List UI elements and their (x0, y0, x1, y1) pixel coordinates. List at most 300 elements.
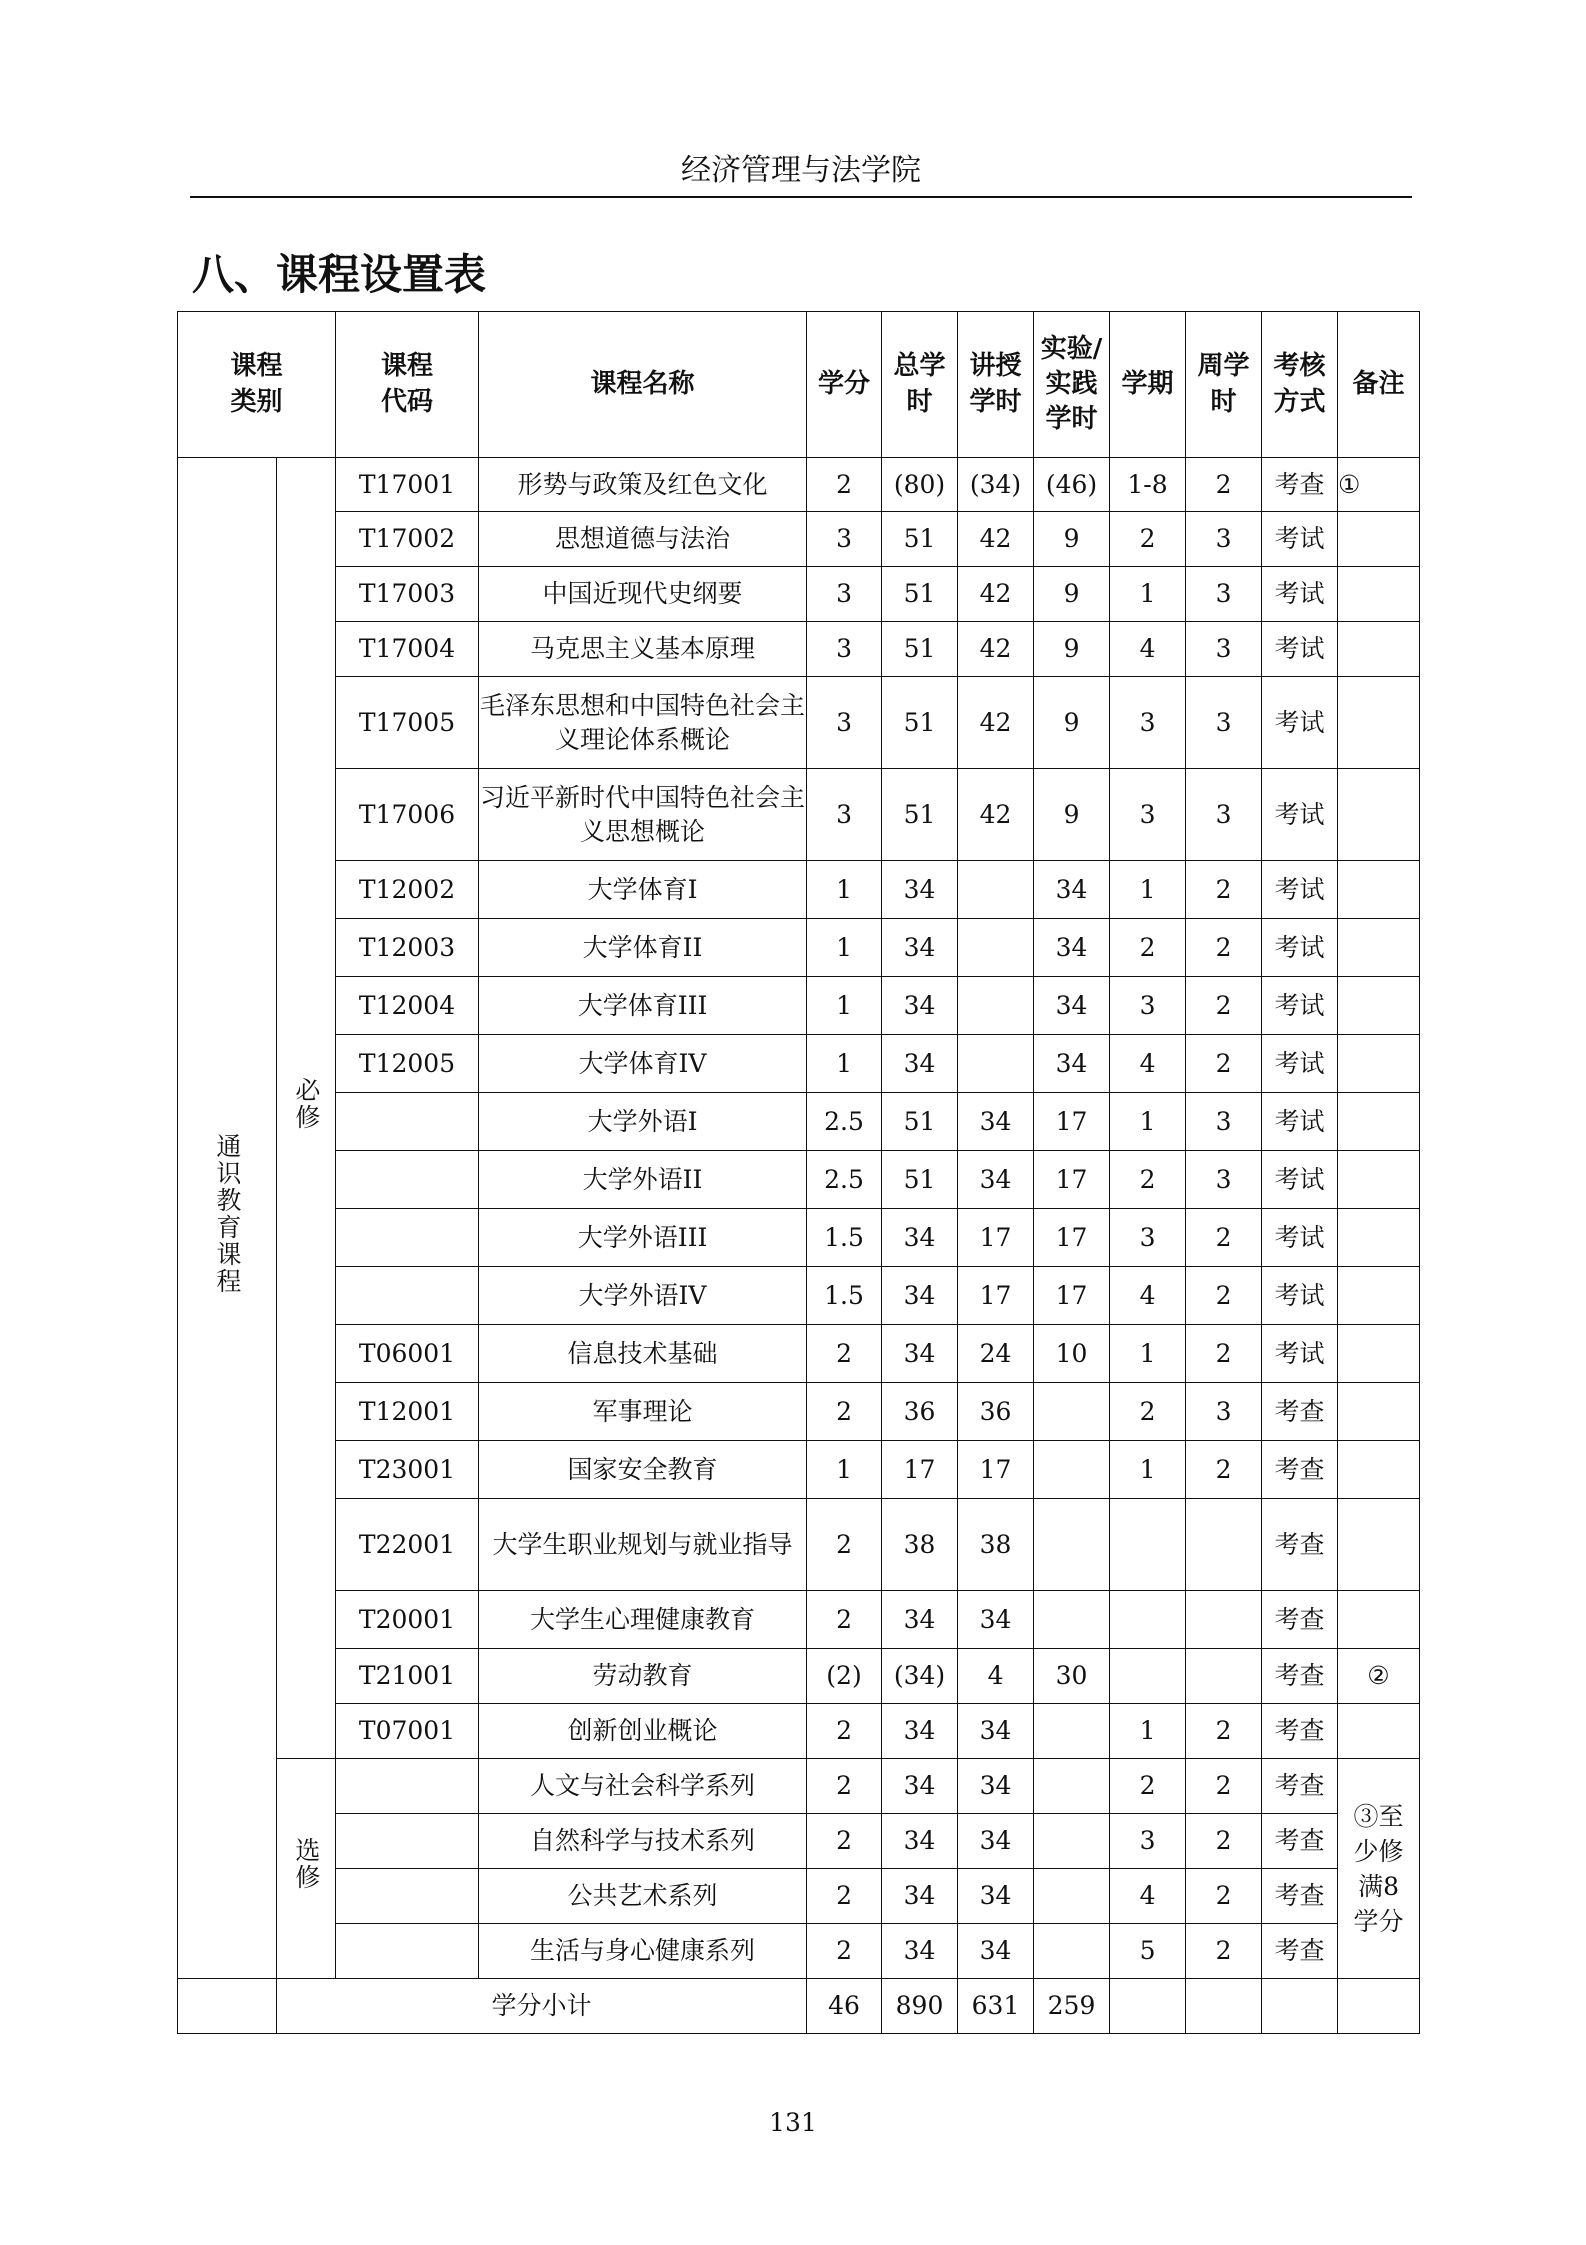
course-name: 大学生职业规划与就业指导 (479, 1499, 807, 1591)
lecture-hours: 34 (958, 1704, 1034, 1759)
course-code (336, 1924, 479, 1979)
page-header: 经济管理与法学院 (190, 146, 1412, 198)
credit: 3 (807, 512, 882, 567)
total-hours: 34 (882, 1035, 958, 1093)
semester: 1 (1110, 1441, 1186, 1499)
remark (1338, 512, 1420, 567)
remark (1338, 1035, 1420, 1093)
total-hours: 34 (882, 861, 958, 919)
total-hours: 34 (882, 1814, 958, 1869)
course-name: 大学外语II (479, 1151, 807, 1209)
lecture-hours: 34 (958, 1093, 1034, 1151)
semester: 4 (1110, 622, 1186, 677)
assessment: 考查 (1262, 1383, 1338, 1441)
col-header-remarks: 备注 (1338, 312, 1420, 458)
course-name: 自然科学与技术系列 (479, 1814, 807, 1869)
lecture-hours: 42 (958, 567, 1034, 622)
semester: 2 (1110, 1151, 1186, 1209)
subtotal-credit: 46 (807, 1979, 882, 2034)
lecture-hours: 4 (958, 1649, 1034, 1704)
practice-hours: 9 (1034, 677, 1110, 769)
credit: 1 (807, 1441, 882, 1499)
col-header-credit: 学分 (807, 312, 882, 458)
table-row (178, 1924, 1420, 1979)
course-code: T17003 (336, 567, 479, 622)
weekly-hours (1186, 1499, 1262, 1591)
weekly-hours: 2 (1186, 1814, 1262, 1869)
credit: 2.5 (807, 1151, 882, 1209)
lecture-hours: 42 (958, 769, 1034, 861)
weekly-hours: 3 (1186, 1093, 1262, 1151)
table-header-row (178, 312, 1420, 458)
credit: 1 (807, 919, 882, 977)
table-row (178, 1267, 1420, 1325)
practice-hours: (46) (1034, 458, 1110, 512)
assessment: 考查 (1262, 1924, 1338, 1979)
weekly-hours: 2 (1186, 977, 1262, 1035)
page-number: 131 (769, 2108, 817, 2137)
course-name: 马克思主义基本原理 (479, 622, 807, 677)
course-name: 公共艺术系列 (479, 1869, 807, 1924)
table-row (178, 1704, 1420, 1759)
remark: ② (1338, 1649, 1420, 1704)
credit: 2 (807, 1759, 882, 1814)
credit: 3 (807, 677, 882, 769)
semester: 4 (1110, 1035, 1186, 1093)
total-hours: 34 (882, 1869, 958, 1924)
semester: 1 (1110, 1093, 1186, 1151)
lecture-hours (958, 919, 1034, 977)
credit: 2.5 (807, 1093, 882, 1151)
weekly-hours: 2 (1186, 1209, 1262, 1267)
practice-hours (1034, 1704, 1110, 1759)
practice-hours (1034, 1383, 1110, 1441)
semester: 3 (1110, 977, 1186, 1035)
semester: 2 (1110, 1383, 1186, 1441)
lecture-hours: 17 (958, 1209, 1034, 1267)
subtotal-total-hours: 890 (882, 1979, 958, 2034)
course-code: T12004 (336, 977, 479, 1035)
semester: 3 (1110, 769, 1186, 861)
assessment: 考查 (1262, 1499, 1338, 1591)
subtotal-semester (1110, 1979, 1186, 2034)
weekly-hours (1186, 1591, 1262, 1649)
semester: 1 (1110, 1704, 1186, 1759)
remark (1338, 677, 1420, 769)
course-code (336, 1759, 479, 1814)
total-hours: 34 (882, 1924, 958, 1979)
weekly-hours: 2 (1186, 1035, 1262, 1093)
course-code: T17006 (336, 769, 479, 861)
total-hours: 38 (882, 1499, 958, 1591)
course-name: 形势与政策及红色文化 (479, 458, 807, 512)
course-code: T17005 (336, 677, 479, 769)
subtotal-row (178, 1979, 1420, 2034)
total-hours: 36 (882, 1383, 958, 1441)
course-name: 生活与身心健康系列 (479, 1924, 807, 1979)
course-code: T17004 (336, 622, 479, 677)
credit: 1 (807, 861, 882, 919)
course-name: 大学外语III (479, 1209, 807, 1267)
practice-hours: 17 (1034, 1209, 1110, 1267)
table-row (178, 1325, 1420, 1383)
table-row (178, 1499, 1420, 1591)
assessment: 考试 (1262, 1035, 1338, 1093)
assessment: 考试 (1262, 769, 1338, 861)
table-row (178, 1649, 1420, 1704)
total-hours: 51 (882, 1151, 958, 1209)
remark: ① (1338, 458, 1420, 512)
course-code (336, 1209, 479, 1267)
col-header-lecture-hours: 讲授 学时 (958, 312, 1034, 458)
lecture-hours: 24 (958, 1325, 1034, 1383)
weekly-hours: 3 (1186, 567, 1262, 622)
table-row (178, 622, 1420, 677)
assessment: 考试 (1262, 977, 1338, 1035)
semester: 1 (1110, 1325, 1186, 1383)
course-code: T12002 (336, 861, 479, 919)
semester (1110, 1649, 1186, 1704)
course-code: T06001 (336, 1325, 479, 1383)
lecture-hours: 34 (958, 1759, 1034, 1814)
total-hours: 34 (882, 1704, 958, 1759)
credit: 2 (807, 1325, 882, 1383)
lecture-hours: 42 (958, 512, 1034, 567)
table-row (178, 1093, 1420, 1151)
lecture-hours: 34 (958, 1924, 1034, 1979)
course-name: 国家安全教育 (479, 1441, 807, 1499)
assessment: 考试 (1262, 512, 1338, 567)
assessment: 考试 (1262, 1209, 1338, 1267)
semester: 4 (1110, 1869, 1186, 1924)
practice-hours: 9 (1034, 567, 1110, 622)
practice-hours: 10 (1034, 1325, 1110, 1383)
course-code: T21001 (336, 1649, 479, 1704)
course-name: 人文与社会科学系列 (479, 1759, 807, 1814)
practice-hours (1034, 1869, 1110, 1924)
course-code: T17002 (336, 512, 479, 567)
col-header-weekly-hours: 周学 时 (1186, 312, 1262, 458)
table-row (178, 512, 1420, 567)
course-code: T12005 (336, 1035, 479, 1093)
semester: 4 (1110, 1267, 1186, 1325)
remark (1338, 622, 1420, 677)
table-row (178, 1151, 1420, 1209)
course-code (336, 1151, 479, 1209)
total-hours: 34 (882, 1591, 958, 1649)
table-row (178, 1759, 1420, 1814)
practice-hours: 30 (1034, 1649, 1110, 1704)
weekly-hours: 3 (1186, 677, 1262, 769)
total-hours: 51 (882, 512, 958, 567)
assessment: 考查 (1262, 1591, 1338, 1649)
course-code: T12001 (336, 1383, 479, 1441)
practice-hours (1034, 1759, 1110, 1814)
course-name: 大学体育II (479, 919, 807, 977)
assessment: 考查 (1262, 1704, 1338, 1759)
lecture-hours: 42 (958, 622, 1034, 677)
weekly-hours: 2 (1186, 919, 1262, 977)
practice-hours (1034, 1441, 1110, 1499)
practice-hours (1034, 1499, 1110, 1591)
total-hours: 51 (882, 567, 958, 622)
lecture-hours: 34 (958, 1869, 1034, 1924)
course-name: 习近平新时代中国特色社会主义思想概论 (479, 769, 807, 861)
course-name: 大学生心理健康教育 (479, 1591, 807, 1649)
lecture-hours (958, 977, 1034, 1035)
practice-hours: 34 (1034, 919, 1110, 977)
total-hours: 51 (882, 1093, 958, 1151)
remark (1338, 1325, 1420, 1383)
assessment: 考试 (1262, 1325, 1338, 1383)
semester: 1-8 (1110, 458, 1186, 512)
remark (1338, 769, 1420, 861)
remark (1338, 1093, 1420, 1151)
lecture-hours: 34 (958, 1814, 1034, 1869)
required-cell: 必修 (277, 458, 336, 1759)
total-hours: 34 (882, 1759, 958, 1814)
table-row (178, 567, 1420, 622)
practice-hours: 17 (1034, 1151, 1110, 1209)
course-name: 创新创业概论 (479, 1704, 807, 1759)
credit: 3 (807, 622, 882, 677)
remark (1338, 1209, 1420, 1267)
lecture-hours: 34 (958, 1151, 1034, 1209)
elective-cell: 选修 (277, 1759, 336, 1979)
credit: 2 (807, 1814, 882, 1869)
remark (1338, 1383, 1420, 1441)
course-code (336, 1267, 479, 1325)
course-code: T23001 (336, 1441, 479, 1499)
weekly-hours: 3 (1186, 1383, 1262, 1441)
practice-hours: 34 (1034, 861, 1110, 919)
total-hours: 51 (882, 769, 958, 861)
assessment: 考查 (1262, 1869, 1338, 1924)
table-row (178, 1814, 1420, 1869)
credit: 1 (807, 977, 882, 1035)
practice-hours (1034, 1591, 1110, 1649)
semester (1110, 1591, 1186, 1649)
course-code: T17001 (336, 458, 479, 512)
remark (1338, 861, 1420, 919)
weekly-hours: 3 (1186, 769, 1262, 861)
credit: 2 (807, 1499, 882, 1591)
semester: 1 (1110, 861, 1186, 919)
assessment: 考试 (1262, 622, 1338, 677)
assessment: 考试 (1262, 677, 1338, 769)
total-hours: 34 (882, 1325, 958, 1383)
practice-hours: 9 (1034, 769, 1110, 861)
weekly-hours: 2 (1186, 861, 1262, 919)
total-hours: (34) (882, 1649, 958, 1704)
total-hours: 34 (882, 1267, 958, 1325)
assessment: 考试 (1262, 1267, 1338, 1325)
weekly-hours: 2 (1186, 1325, 1262, 1383)
total-hours: 34 (882, 1209, 958, 1267)
weekly-hours: 2 (1186, 1704, 1262, 1759)
course-name: 大学外语IV (479, 1267, 807, 1325)
practice-hours: 17 (1034, 1267, 1110, 1325)
semester: 3 (1110, 1814, 1186, 1869)
semester: 1 (1110, 567, 1186, 622)
table-row (178, 458, 1420, 512)
credit: 2 (807, 1591, 882, 1649)
weekly-hours: 2 (1186, 1869, 1262, 1924)
weekly-hours (1186, 1649, 1262, 1704)
col-header-category: 课程 类别 (178, 312, 336, 458)
credit: 2 (807, 458, 882, 512)
course-name: 军事理论 (479, 1383, 807, 1441)
credit: 1.5 (807, 1209, 882, 1267)
col-header-semester: 学期 (1110, 312, 1186, 458)
col-header-assessment: 考核 方式 (1262, 312, 1338, 458)
remark (1338, 1267, 1420, 1325)
credit: 2 (807, 1704, 882, 1759)
weekly-hours: 3 (1186, 512, 1262, 567)
weekly-hours: 2 (1186, 458, 1262, 512)
weekly-hours: 3 (1186, 622, 1262, 677)
semester: 2 (1110, 512, 1186, 567)
lecture-hours: 17 (958, 1441, 1034, 1499)
remark (1338, 1441, 1420, 1499)
remark (1338, 1151, 1420, 1209)
assessment: 考查 (1262, 1441, 1338, 1499)
semester: 2 (1110, 1759, 1186, 1814)
remark (1338, 1499, 1420, 1591)
subtotal-assessment (1262, 1979, 1338, 2034)
course-code: T12003 (336, 919, 479, 977)
course-code: T07001 (336, 1704, 479, 1759)
course-name: 大学体育III (479, 977, 807, 1035)
credit: 2 (807, 1924, 882, 1979)
weekly-hours: 2 (1186, 1759, 1262, 1814)
credit: 3 (807, 769, 882, 861)
subtotal-remark (1338, 1979, 1420, 2034)
credit: 1.5 (807, 1267, 882, 1325)
practice-hours: 9 (1034, 622, 1110, 677)
practice-hours (1034, 1814, 1110, 1869)
weekly-hours: 3 (1186, 1151, 1262, 1209)
assessment: 考试 (1262, 861, 1338, 919)
category-cell: 通识教育课程 (178, 458, 277, 1979)
assessment: 考试 (1262, 1093, 1338, 1151)
course-name: 劳动教育 (479, 1649, 807, 1704)
course-name: 毛泽东思想和中国特色社会主义理论体系概论 (479, 677, 807, 769)
table-row (178, 1441, 1420, 1499)
col-header-total-hours: 总学 时 (882, 312, 958, 458)
section-title: 八、课程设置表 (192, 250, 487, 299)
course-table (177, 311, 1420, 2034)
course-name: 大学体育I (479, 861, 807, 919)
credit: 3 (807, 567, 882, 622)
practice-hours: 17 (1034, 1093, 1110, 1151)
lecture-hours: (34) (958, 458, 1034, 512)
assessment: 考查 (1262, 1649, 1338, 1704)
subtotal-weekly-hours (1186, 1979, 1262, 2034)
lecture-hours (958, 861, 1034, 919)
total-hours: (80) (882, 458, 958, 512)
remark (1338, 1591, 1420, 1649)
table-row (178, 1591, 1420, 1649)
course-code (336, 1869, 479, 1924)
course-code: T20001 (336, 1591, 479, 1649)
total-hours: 17 (882, 1441, 958, 1499)
subtotal-practice-hours: 259 (1034, 1979, 1110, 2034)
practice-hours: 34 (1034, 977, 1110, 1035)
credit: (2) (807, 1649, 882, 1704)
total-hours: 51 (882, 622, 958, 677)
remark (1338, 1704, 1420, 1759)
weekly-hours: 2 (1186, 1267, 1262, 1325)
col-header-practice-hours: 实验/ 实践 学时 (1034, 312, 1110, 458)
practice-hours (1034, 1924, 1110, 1979)
subtotal-label: 学分小计 (277, 1979, 807, 2034)
course-code (336, 1093, 479, 1151)
credit: 1 (807, 1035, 882, 1093)
table-row (178, 1869, 1420, 1924)
subtotal-blank (178, 1979, 277, 2034)
remark (1338, 977, 1420, 1035)
table-row (178, 1209, 1420, 1267)
weekly-hours: 2 (1186, 1441, 1262, 1499)
lecture-hours (958, 1035, 1034, 1093)
course-name: 中国近现代史纲要 (479, 567, 807, 622)
course-code (336, 1814, 479, 1869)
assessment: 考试 (1262, 567, 1338, 622)
table-row (178, 861, 1420, 919)
assessment: 考查 (1262, 1814, 1338, 1869)
assessment: 考查 (1262, 458, 1338, 512)
table-row (178, 919, 1420, 977)
course-name: 大学外语I (479, 1093, 807, 1151)
total-hours: 34 (882, 919, 958, 977)
course-name: 大学体育IV (479, 1035, 807, 1093)
remark (1338, 919, 1420, 977)
lecture-hours: 38 (958, 1499, 1034, 1591)
table-row (178, 677, 1420, 769)
remark (1338, 567, 1420, 622)
assessment: 考查 (1262, 1759, 1338, 1814)
credit: 2 (807, 1869, 882, 1924)
table-row (178, 1035, 1420, 1093)
semester: 3 (1110, 1209, 1186, 1267)
weekly-hours: 2 (1186, 1924, 1262, 1979)
credit: 2 (807, 1383, 882, 1441)
table-row (178, 1383, 1420, 1441)
semester: 3 (1110, 677, 1186, 769)
practice-hours: 9 (1034, 512, 1110, 567)
col-header-name: 课程名称 (479, 312, 807, 458)
total-hours: 51 (882, 677, 958, 769)
course-name: 信息技术基础 (479, 1325, 807, 1383)
table-row (178, 769, 1420, 861)
lecture-hours: 34 (958, 1591, 1034, 1649)
subtotal-lecture-hours: 631 (958, 1979, 1034, 2034)
lecture-hours: 42 (958, 677, 1034, 769)
lecture-hours: 36 (958, 1383, 1034, 1441)
lecture-hours: 17 (958, 1267, 1034, 1325)
semester: 2 (1110, 919, 1186, 977)
practice-hours: 34 (1034, 1035, 1110, 1093)
course-name: 思想道德与法治 (479, 512, 807, 567)
total-hours: 34 (882, 977, 958, 1035)
col-header-code: 课程 代码 (336, 312, 479, 458)
semester: 5 (1110, 1924, 1186, 1979)
table-row (178, 977, 1420, 1035)
assessment: 考试 (1262, 919, 1338, 977)
elective-remark: ③至少修满8学分 (1338, 1759, 1420, 1979)
assessment: 考试 (1262, 1151, 1338, 1209)
